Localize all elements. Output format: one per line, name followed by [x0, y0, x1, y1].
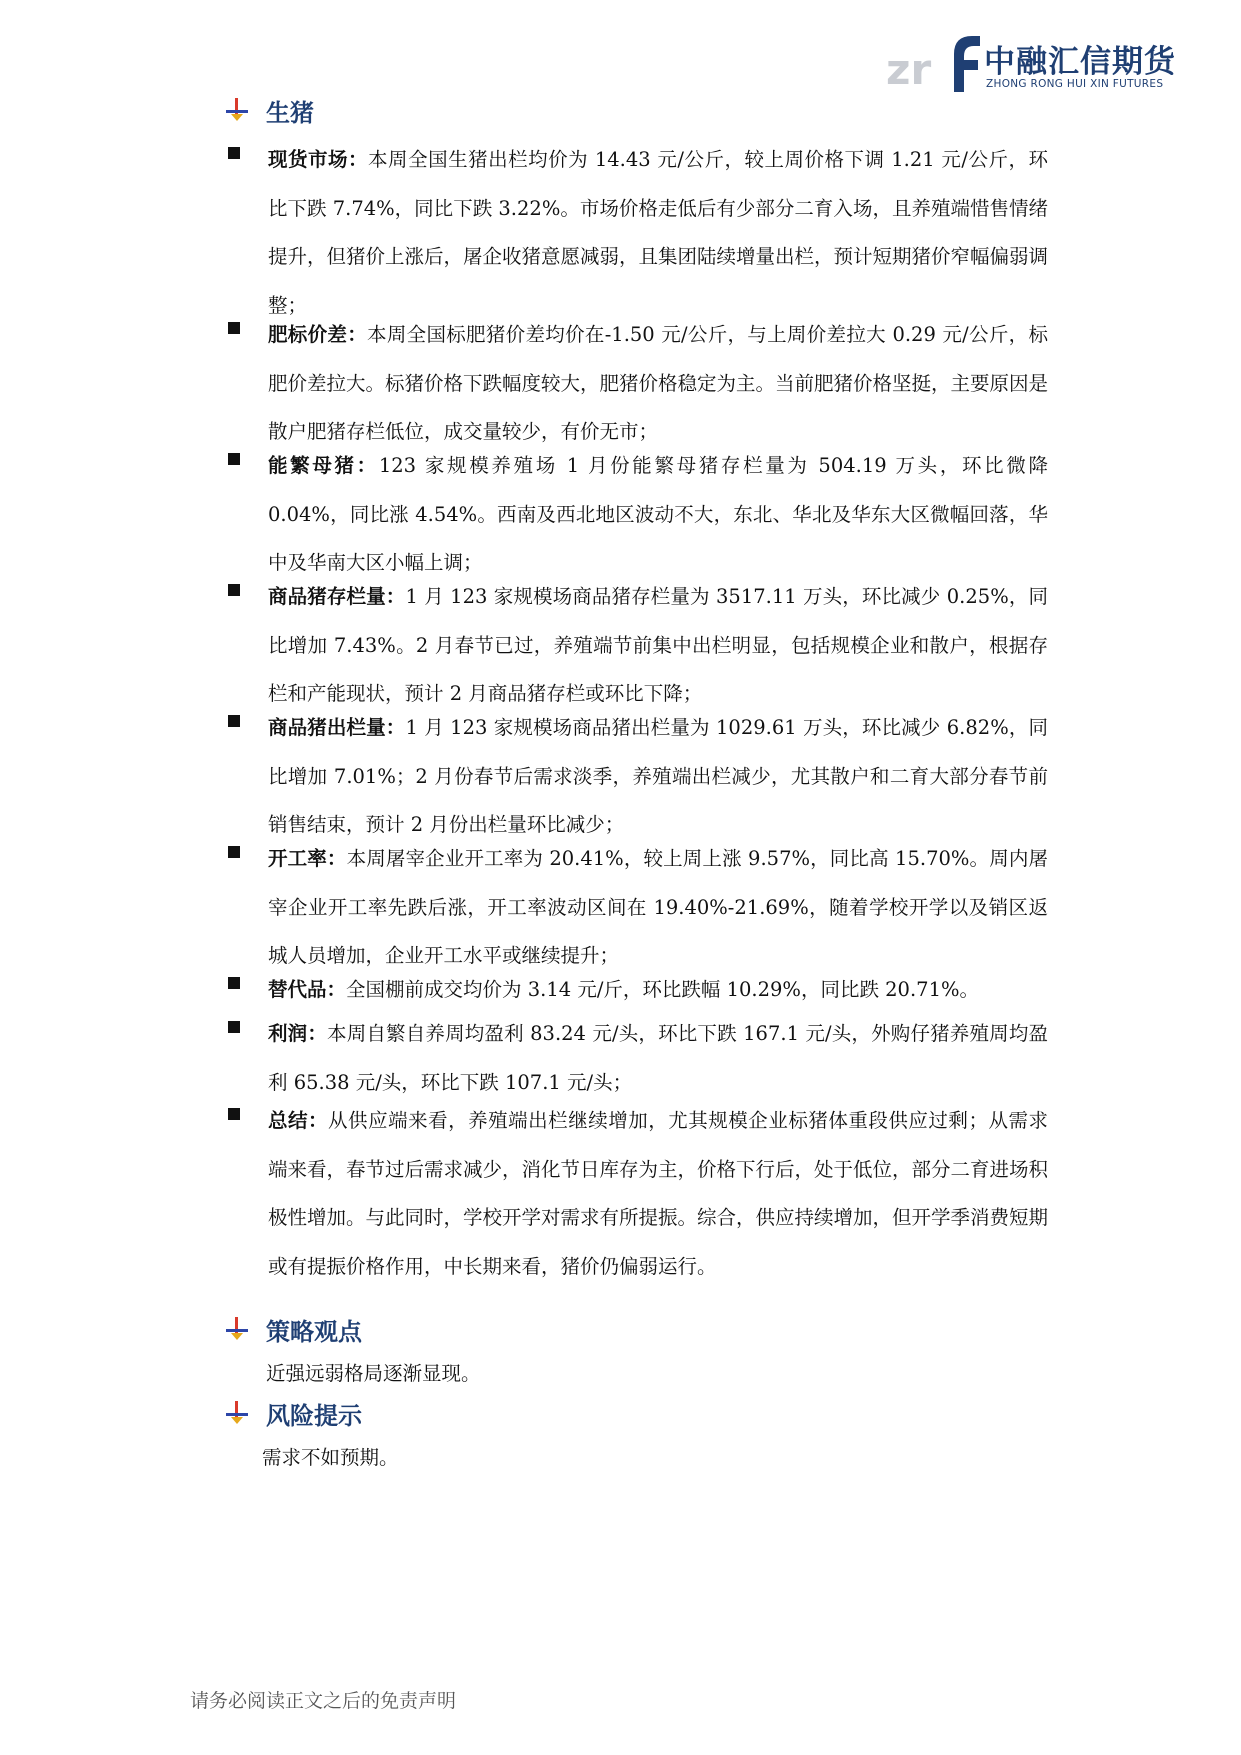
section-bullet-icon: [224, 1400, 250, 1426]
section-bullet-icon: [224, 97, 250, 123]
square-bullet-icon: [228, 147, 240, 159]
square-bullet-icon: [228, 977, 240, 989]
logo-chinese-name: 中融汇信期货: [984, 44, 1176, 80]
svg-text:zr: zr: [886, 45, 932, 92]
item-label: 现货市场：: [268, 148, 369, 171]
item-label: 替代品：: [268, 978, 347, 1001]
item-text: 从供应端来看，养殖端出栏继续增加，尤其规模企业标猪体重段供应过剩；从需求端来看，春节过后需求减少，消化节日库存为主，价格下行后，处于低位，部分二育进场积极性增加。与此同时，学校开学对需求有所提振。综合，供应持续增加，但开学季消费短期或有提振价格作用，中长期来看，猪价仍偏弱运行。: [268, 1109, 1049, 1278]
item-text: 1 月 123 家规模场商品猪存栏量为 3517.11 万头，环比减少 0.25%，同比增加 7.43%。2 月春节已过，养殖端节前集中出栏明显，包括规模企业和散户，根据存栏和产能现状，预计 2 月商品猪存栏或环比下降；: [268, 585, 1048, 705]
section-title: 风险提示: [266, 1401, 362, 1430]
square-bullet-icon: [228, 584, 240, 596]
section-heading-pig: [224, 94, 314, 126]
section-heading-risk: [224, 1397, 362, 1429]
item-text: 123 家规模养殖场 1 月份能繁母猪存栏量为 504.19 万头，环比微降 0.04%，同比涨 4.54%。西南及西北地区波动不大，东北、华北及华东大区微幅回落，华中及华南大区小幅上调；: [268, 454, 1048, 574]
item-label: 能繁母猪：: [268, 454, 379, 477]
square-bullet-icon: [228, 715, 240, 727]
item-text: 本周屠宰企业开工率为 20.41%，较上周上涨 9.57%，同比高 15.70%。周内屠宰企业开工率先跌后涨，开工率波动区间在 19.40%-21.69%，随着学校开学以及销区返城人员增加，企业开工水平或继续提升；: [268, 847, 1048, 967]
section-heading-strategy: [224, 1313, 362, 1345]
square-bullet-icon: [228, 846, 240, 858]
section-bullet-icon: [224, 1316, 250, 1342]
item-text: 本周全国生猪出栏均价为 14.43 元/公斤，较上周价格下调 1.21 元/公斤，环比下跌 7.74%，同比下跌 3.22%。市场价格走低后有少部分二育入场，且养殖端惜售情绪提升，但猪价上涨后，屠企收猪意愿减弱，且集团陆续增量出栏，预计短期猪价窄幅偏弱调整；: [268, 148, 1049, 317]
square-bullet-icon: [228, 453, 240, 465]
square-bullet-icon: [228, 322, 240, 334]
item-label: 肥标价差：: [268, 323, 368, 346]
item-label: 总结：: [268, 1109, 329, 1132]
item-text: 本周自繁自养周均盈利 83.24 元/头，环比下跌 167.1 元/头，外购仔猪养殖周均盈利 65.38 元/头，环比下跌 107.1 元/头；: [268, 1022, 1048, 1094]
zrf-logo-icon: [884, 30, 980, 92]
item-label: 开工率：: [268, 847, 347, 870]
item-text: 全国棚前成交均价为 3.14 元/斤，环比跌幅 10.29%，同比跌 20.71%。: [346, 978, 980, 1001]
square-bullet-icon: [228, 1108, 240, 1120]
square-bullet-icon: [228, 1021, 240, 1033]
company-logo: [884, 30, 1176, 92]
item-label: 商品猪出栏量：: [268, 716, 406, 739]
item-label: 商品猪存栏量：: [268, 585, 406, 608]
disclaimer-note: 请务必阅读正文之后的免责声明: [190, 1690, 457, 1712]
item-label: 利润：: [268, 1022, 328, 1045]
strategy-text: 近强远弱格局逐渐显现。: [266, 1362, 481, 1385]
section-title: 生猪: [266, 98, 314, 127]
item-text: 1 月 123 家规模场商品猪出栏量为 1029.61 万头，环比减少 6.82%，同比增加 7.01%；2 月份春节后需求淡季，养殖端出栏减少，尤其散户和二育大部分春节前销售结束，预计 2 月份出栏量环比减少；: [268, 716, 1048, 836]
item-text: 本周全国标肥猪价差均价在-1.50 元/公斤，与上周价差拉大 0.29 元/公斤，标肥价差拉大。标猪价格下跌幅度较大，肥猪价格稳定为主。当前肥猪价格坚挺，主要原因是散户肥猪存栏低位，成交量较少，有价无市；: [268, 323, 1049, 443]
logo-english-name: ZHONG RONG HUI XIN FUTURES: [986, 78, 1164, 90]
section-title: 策略观点: [266, 1317, 362, 1346]
risk-text: 需求不如预期。: [262, 1446, 399, 1469]
